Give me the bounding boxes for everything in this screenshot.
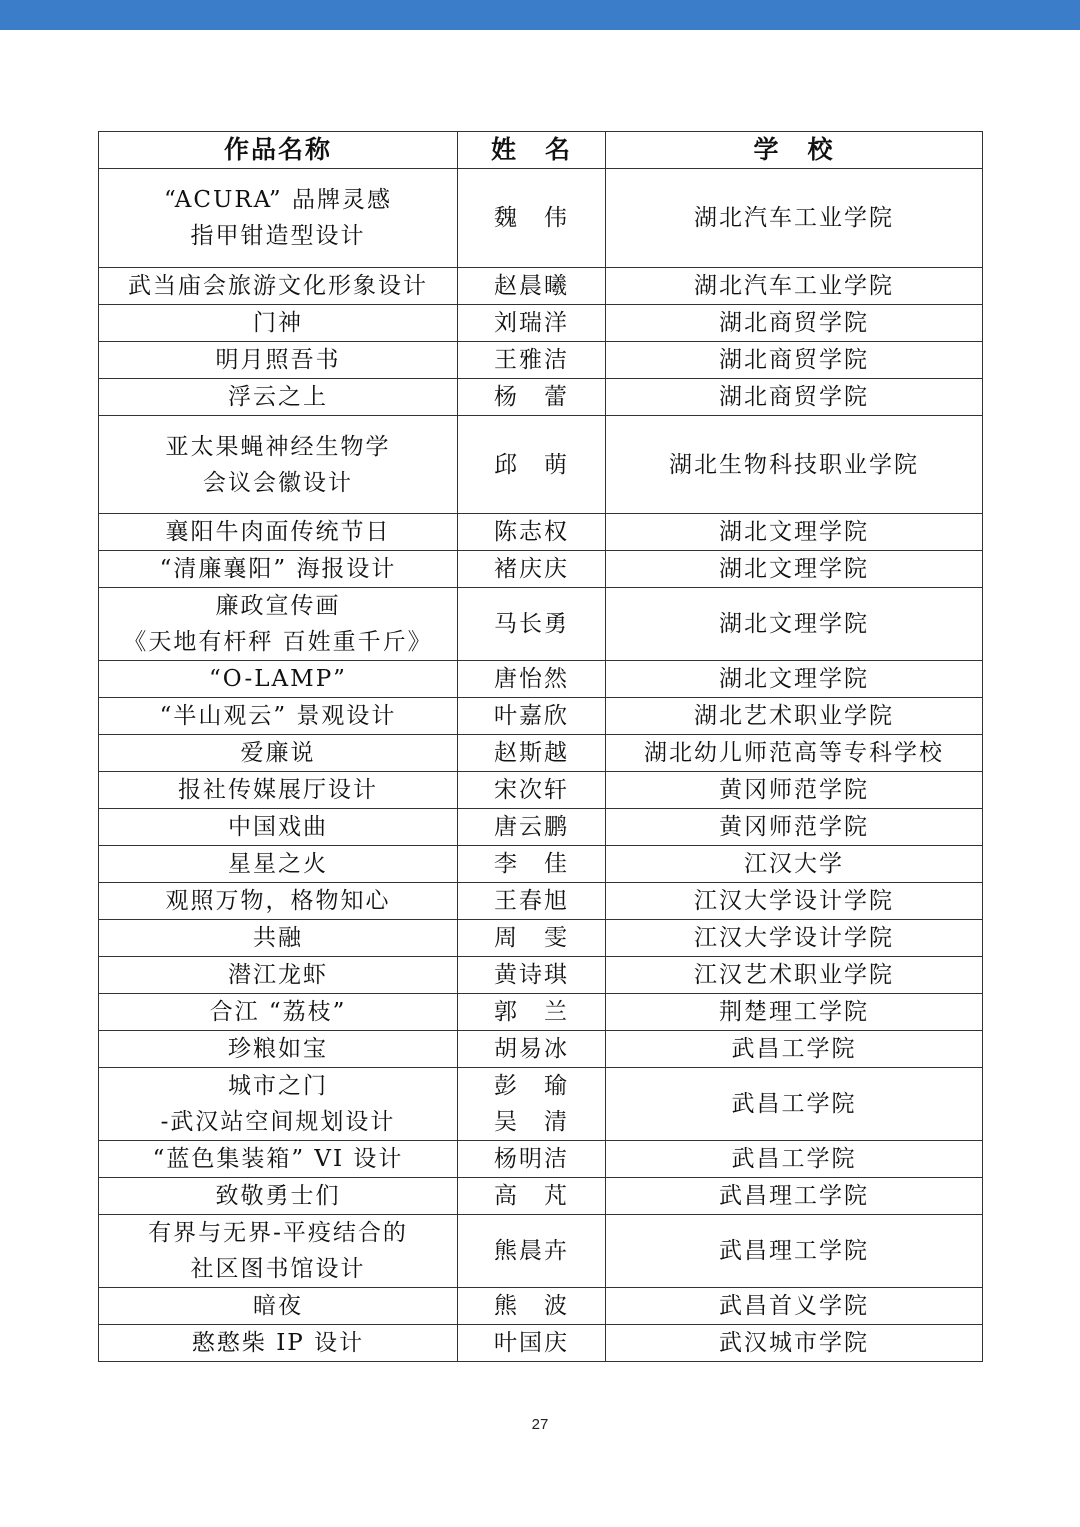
table-row <box>99 957 983 994</box>
author-name-cell: 褚庆庆 <box>458 551 606 588</box>
work-title-cell: “清廉襄阳” 海报设计 <box>99 551 458 588</box>
table-row <box>99 416 983 514</box>
school-cell: 湖北文理学院 <box>606 661 983 698</box>
author-name-cell: 魏 伟 <box>458 169 606 268</box>
table-row <box>99 379 983 416</box>
work-title-cell: “蓝色集装箱” VI 设计 <box>99 1141 458 1178</box>
work-title-cell: 亚太果蝇神经生物学 会议会徽设计 <box>99 416 458 514</box>
work-title-cell: 报社传媒展厅设计 <box>99 772 458 809</box>
work-title-cell: 门神 <box>99 305 458 342</box>
table-row <box>99 1031 983 1068</box>
author-name-cell: 王春旭 <box>458 883 606 920</box>
header-name: 姓 名 <box>458 132 606 169</box>
work-title-cell: 明月照吾书 <box>99 342 458 379</box>
school-cell: 湖北文理学院 <box>606 551 983 588</box>
work-title-cell: 观照万物，格物知心 <box>99 883 458 920</box>
table-row <box>99 920 983 957</box>
work-title-cell: 合江 “荔枝” <box>99 994 458 1031</box>
work-title-cell: “半山观云” 景观设计 <box>99 698 458 735</box>
table-row <box>99 809 983 846</box>
school-cell: 武昌理工学院 <box>606 1178 983 1215</box>
author-name-cell: 马长勇 <box>458 588 606 661</box>
author-name-cell: 唐云鹏 <box>458 809 606 846</box>
school-cell: 湖北商贸学院 <box>606 342 983 379</box>
author-name-cell: 赵斯越 <box>458 735 606 772</box>
work-title-cell: 星星之火 <box>99 846 458 883</box>
awards-table <box>98 131 983 1362</box>
work-title-cell: 共融 <box>99 920 458 957</box>
work-title-cell: 暗夜 <box>99 1288 458 1325</box>
school-cell: 湖北生物科技职业学院 <box>606 416 983 514</box>
author-name-cell: 胡易冰 <box>458 1031 606 1068</box>
author-name-cell: 熊晨卉 <box>458 1215 606 1288</box>
table-body <box>99 169 983 1362</box>
school-cell: 荆楚理工学院 <box>606 994 983 1031</box>
work-title-cell: 致敬勇士们 <box>99 1178 458 1215</box>
table-row <box>99 169 983 268</box>
author-name-cell: 杨 蕾 <box>458 379 606 416</box>
school-cell: 武昌理工学院 <box>606 1215 983 1288</box>
author-name-cell: 刘瑞洋 <box>458 305 606 342</box>
work-title-cell: 浮云之上 <box>99 379 458 416</box>
work-title-cell: 爱廉说 <box>99 735 458 772</box>
author-name-cell: 唐怡然 <box>458 661 606 698</box>
table-row <box>99 661 983 698</box>
table-header-row <box>99 132 983 169</box>
author-name-cell: 黄诗琪 <box>458 957 606 994</box>
work-title-cell: 憨憨柴 IP 设计 <box>99 1325 458 1362</box>
school-cell: 江汉大学设计学院 <box>606 883 983 920</box>
author-name-cell: 叶国庆 <box>458 1325 606 1362</box>
table-row <box>99 1215 983 1288</box>
header-work: 作品名称 <box>99 132 458 169</box>
author-name-cell: 周 雯 <box>458 920 606 957</box>
school-cell: 湖北商贸学院 <box>606 305 983 342</box>
author-name-cell: 高 芃 <box>458 1178 606 1215</box>
author-name-cell: 陈志权 <box>458 514 606 551</box>
school-cell: 江汉大学设计学院 <box>606 920 983 957</box>
table-row <box>99 268 983 305</box>
top-color-bar <box>0 0 1080 30</box>
author-name-cell: 叶嘉欣 <box>458 698 606 735</box>
table-row <box>99 772 983 809</box>
table-row <box>99 846 983 883</box>
school-cell: 江汉艺术职业学院 <box>606 957 983 994</box>
work-title-cell: 潜江龙虾 <box>99 957 458 994</box>
page-number: 27 <box>531 1416 549 1433</box>
school-cell: 湖北艺术职业学院 <box>606 698 983 735</box>
table-row <box>99 305 983 342</box>
work-title-cell: “O-LAMP” <box>99 661 458 698</box>
school-cell: 江汉大学 <box>606 846 983 883</box>
table-row <box>99 1141 983 1178</box>
school-cell: 武汉城市学院 <box>606 1325 983 1362</box>
school-cell: 湖北文理学院 <box>606 514 983 551</box>
table-row <box>99 514 983 551</box>
table-row <box>99 883 983 920</box>
work-title-cell: 武当庙会旅游文化形象设计 <box>99 268 458 305</box>
school-cell: 黄冈师范学院 <box>606 772 983 809</box>
work-title-cell: 襄阳牛肉面传统节日 <box>99 514 458 551</box>
table-row <box>99 1178 983 1215</box>
author-name-cell: 宋次轩 <box>458 772 606 809</box>
school-cell: 湖北文理学院 <box>606 588 983 661</box>
school-cell: 武昌工学院 <box>606 1068 983 1141</box>
table-row <box>99 698 983 735</box>
school-cell: 湖北汽车工业学院 <box>606 268 983 305</box>
work-title-cell: 珍粮如宝 <box>99 1031 458 1068</box>
table-row <box>99 994 983 1031</box>
table-row <box>99 588 983 661</box>
work-title-cell: “ACURA” 品牌灵感 指甲钳造型设计 <box>99 169 458 268</box>
school-cell: 武昌工学院 <box>606 1141 983 1178</box>
author-name-cell: 李 佳 <box>458 846 606 883</box>
table-row <box>99 735 983 772</box>
school-cell: 武昌首义学院 <box>606 1288 983 1325</box>
author-name-cell: 郭 兰 <box>458 994 606 1031</box>
school-cell: 湖北幼儿师范高等专科学校 <box>606 735 983 772</box>
table-row <box>99 1325 983 1362</box>
work-title-cell: 城市之门 -武汉站空间规划设计 <box>99 1068 458 1141</box>
header-school: 学 校 <box>606 132 983 169</box>
table-row <box>99 342 983 379</box>
school-cell: 湖北商贸学院 <box>606 379 983 416</box>
author-name-cell: 赵晨曦 <box>458 268 606 305</box>
author-name-cell: 杨明洁 <box>458 1141 606 1178</box>
author-name-cell: 邱 萌 <box>458 416 606 514</box>
work-title-cell: 中国戏曲 <box>99 809 458 846</box>
table-row <box>99 551 983 588</box>
author-name-cell: 熊 波 <box>458 1288 606 1325</box>
table-row <box>99 1068 983 1141</box>
author-name-cell: 彭 瑜 吴 清 <box>458 1068 606 1141</box>
school-cell: 湖北汽车工业学院 <box>606 169 983 268</box>
table-row <box>99 1288 983 1325</box>
work-title-cell: 廉政宣传画 《天地有杆秤 百姓重千斤》 <box>99 588 458 661</box>
school-cell: 武昌工学院 <box>606 1031 983 1068</box>
work-title-cell: 有界与无界-平疫结合的 社区图书馆设计 <box>99 1215 458 1288</box>
author-name-cell: 王雅洁 <box>458 342 606 379</box>
school-cell: 黄冈师范学院 <box>606 809 983 846</box>
